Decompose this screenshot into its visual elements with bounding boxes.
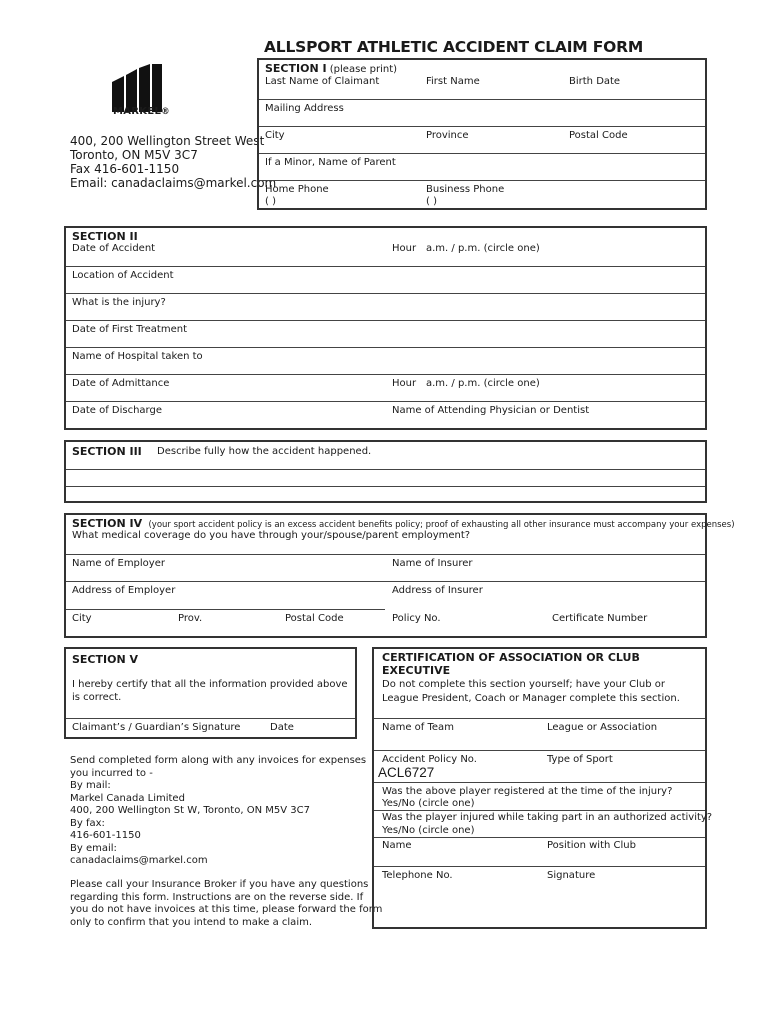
broker-note: [70, 879, 382, 929]
broker-line: Please call your Insurance Broker if you have any questions: [70, 879, 369, 890]
executive-signature-field[interactable]: Signature: [547, 870, 596, 881]
birth-date-field[interactable]: Birth Date: [569, 76, 621, 87]
registered-yesno[interactable]: Yes/No (circle one): [382, 798, 475, 809]
admittance-hour-field[interactable]: Hour: [392, 378, 417, 389]
send-line: Markel Canada Limited: [70, 792, 185, 804]
home-phone-parens: ( ): [265, 196, 276, 207]
admittance-ampm: a.m. / p.m. (circle one): [426, 378, 540, 389]
accident-ampm: a.m. / p.m. (circle one): [426, 243, 540, 254]
league-field[interactable]: League or Association: [547, 722, 658, 733]
company-address: [70, 134, 276, 190]
team-name-field[interactable]: Name of Team: [382, 722, 454, 733]
province-field[interactable]: Province: [426, 130, 469, 141]
claimant-signature-field[interactable]: Claimant’s / Guardian’s Signature: [72, 722, 241, 733]
send-line: By fax:: [70, 817, 105, 829]
date-of-accident-field[interactable]: Date of Accident: [72, 243, 156, 254]
type-of-sport-field[interactable]: Type of Sport: [547, 754, 613, 765]
insurer-name-field[interactable]: Name of Insurer: [392, 558, 473, 569]
discharge-field[interactable]: Date of Discharge: [72, 405, 162, 416]
location-field[interactable]: Location of Accident: [72, 270, 174, 281]
certification-heading-line: CERTIFICATION OF ASSOCIATION OR CLUB: [382, 651, 640, 664]
employer-postal-field[interactable]: Postal Code: [285, 613, 344, 624]
certify-text-line: I hereby certify that all the information provided above: [72, 679, 348, 690]
minor-parent-field[interactable]: If a Minor, Name of Parent: [265, 157, 396, 168]
policy-no-field[interactable]: Policy No.: [392, 613, 441, 624]
accident-hour-field[interactable]: Hour: [392, 243, 417, 254]
describe-accident-field[interactable]: Describe fully how the accident happened.: [157, 446, 372, 457]
section-5-heading: SECTION V: [72, 653, 139, 666]
authorized-yesno[interactable]: Yes/No (circle one): [382, 825, 475, 836]
business-phone-parens: ( ): [426, 196, 437, 207]
section-2-heading: SECTION II: [72, 230, 138, 243]
send-instructions: [70, 755, 366, 868]
section-1-box: [257, 58, 707, 210]
first-treatment-field[interactable]: Date of First Treatment: [72, 324, 188, 335]
section-1-heading: SECTION I (please print): [265, 62, 398, 75]
city-field[interactable]: City: [265, 130, 285, 141]
home-phone-field[interactable]: Home Phone: [265, 184, 329, 195]
send-line: you incurred to -: [70, 767, 153, 779]
insurer-address-field[interactable]: Address of Insurer: [392, 585, 483, 596]
authorized-activity-question: Was the player injured while taking part in an authorized activity?: [382, 812, 713, 823]
signature-date-field[interactable]: Date: [270, 722, 294, 733]
address-line: Email: canadaclaims@markel.com: [70, 176, 277, 190]
address-line: Fax 416-601-1150: [70, 162, 180, 176]
last-name-field[interactable]: Last Name of Claimant: [265, 76, 380, 87]
section-4-heading: SECTION IV (your sport accident policy is an excess accident benefits policy; proof of exhausting all other insurance must accompany your expenses): [72, 517, 735, 530]
position-field[interactable]: Position with Club: [547, 840, 636, 851]
employer-name-field[interactable]: Name of Employer: [72, 558, 165, 569]
certification-heading-line: EXECUTIVE: [382, 664, 451, 677]
certify-text-line: is correct.: [72, 692, 122, 703]
broker-line: only to confirm that you intend to make a claim.: [70, 916, 313, 928]
certification-instructions-line: League President, Coach or Manager complete this section.: [382, 693, 680, 704]
broker-line: you do not have invoices at this time, please forward the form: [70, 904, 383, 915]
section-3-heading: SECTION III: [72, 445, 142, 458]
registered-question: Was the above player registered at the time of the injury?: [382, 786, 673, 797]
business-phone-field[interactable]: Business Phone: [426, 184, 505, 195]
certification-box: [372, 647, 713, 929]
hospital-field[interactable]: Name of Hospital taken to: [72, 351, 203, 362]
send-line: Send completed form along with any invoices for expenses: [70, 755, 367, 766]
send-line: canadaclaims@markel.com: [70, 855, 208, 866]
send-line: 400, 200 Wellington St W, Toronto, ON M5V 3C7: [70, 805, 310, 816]
address-line: Toronto, ON M5V 3C7: [70, 148, 198, 162]
section-2-box: [64, 226, 707, 430]
broker-line: regarding this form. Instructions are on the reverse side. If: [70, 891, 364, 903]
send-line: By mail:: [70, 780, 111, 791]
executive-name-field[interactable]: Name: [382, 840, 412, 851]
medical-coverage-question: What medical coverage do you have through your/spouse/parent employment?: [72, 530, 471, 541]
logo-text: MARKEL®: [113, 106, 170, 117]
admittance-field[interactable]: Date of Admittance: [72, 378, 170, 389]
accident-policy-field[interactable]: Accident Policy No.: [382, 754, 477, 765]
policy-number-value: ACL6727: [378, 765, 435, 780]
certificate-number-field[interactable]: Certificate Number: [552, 613, 648, 624]
section-4-box: [64, 513, 735, 638]
mailing-address-field[interactable]: Mailing Address: [265, 103, 344, 114]
form-title: ALLSPORT ATHLETIC ACCIDENT CLAIM FORM: [264, 38, 644, 56]
employer-address-field[interactable]: Address of Employer: [72, 585, 176, 596]
certification-instructions-line: Do not complete this section yourself; have your Club or: [382, 679, 665, 690]
employer-city-field[interactable]: City: [72, 613, 92, 624]
address-line: 400, 200 Wellington Street West: [70, 134, 265, 148]
section-5-box: [64, 647, 357, 739]
send-line: By email:: [70, 842, 117, 854]
employer-prov-field[interactable]: Prov.: [178, 613, 203, 624]
injury-field[interactable]: What is the injury?: [72, 297, 166, 308]
first-name-field[interactable]: First Name: [426, 76, 480, 87]
physician-field[interactable]: Name of Attending Physician or Dentist: [392, 405, 590, 416]
section-3-box: [64, 440, 707, 503]
send-line: 416-601-1150: [70, 830, 141, 841]
postal-code-field[interactable]: Postal Code: [569, 130, 628, 141]
telephone-field[interactable]: Telephone No.: [382, 870, 453, 881]
